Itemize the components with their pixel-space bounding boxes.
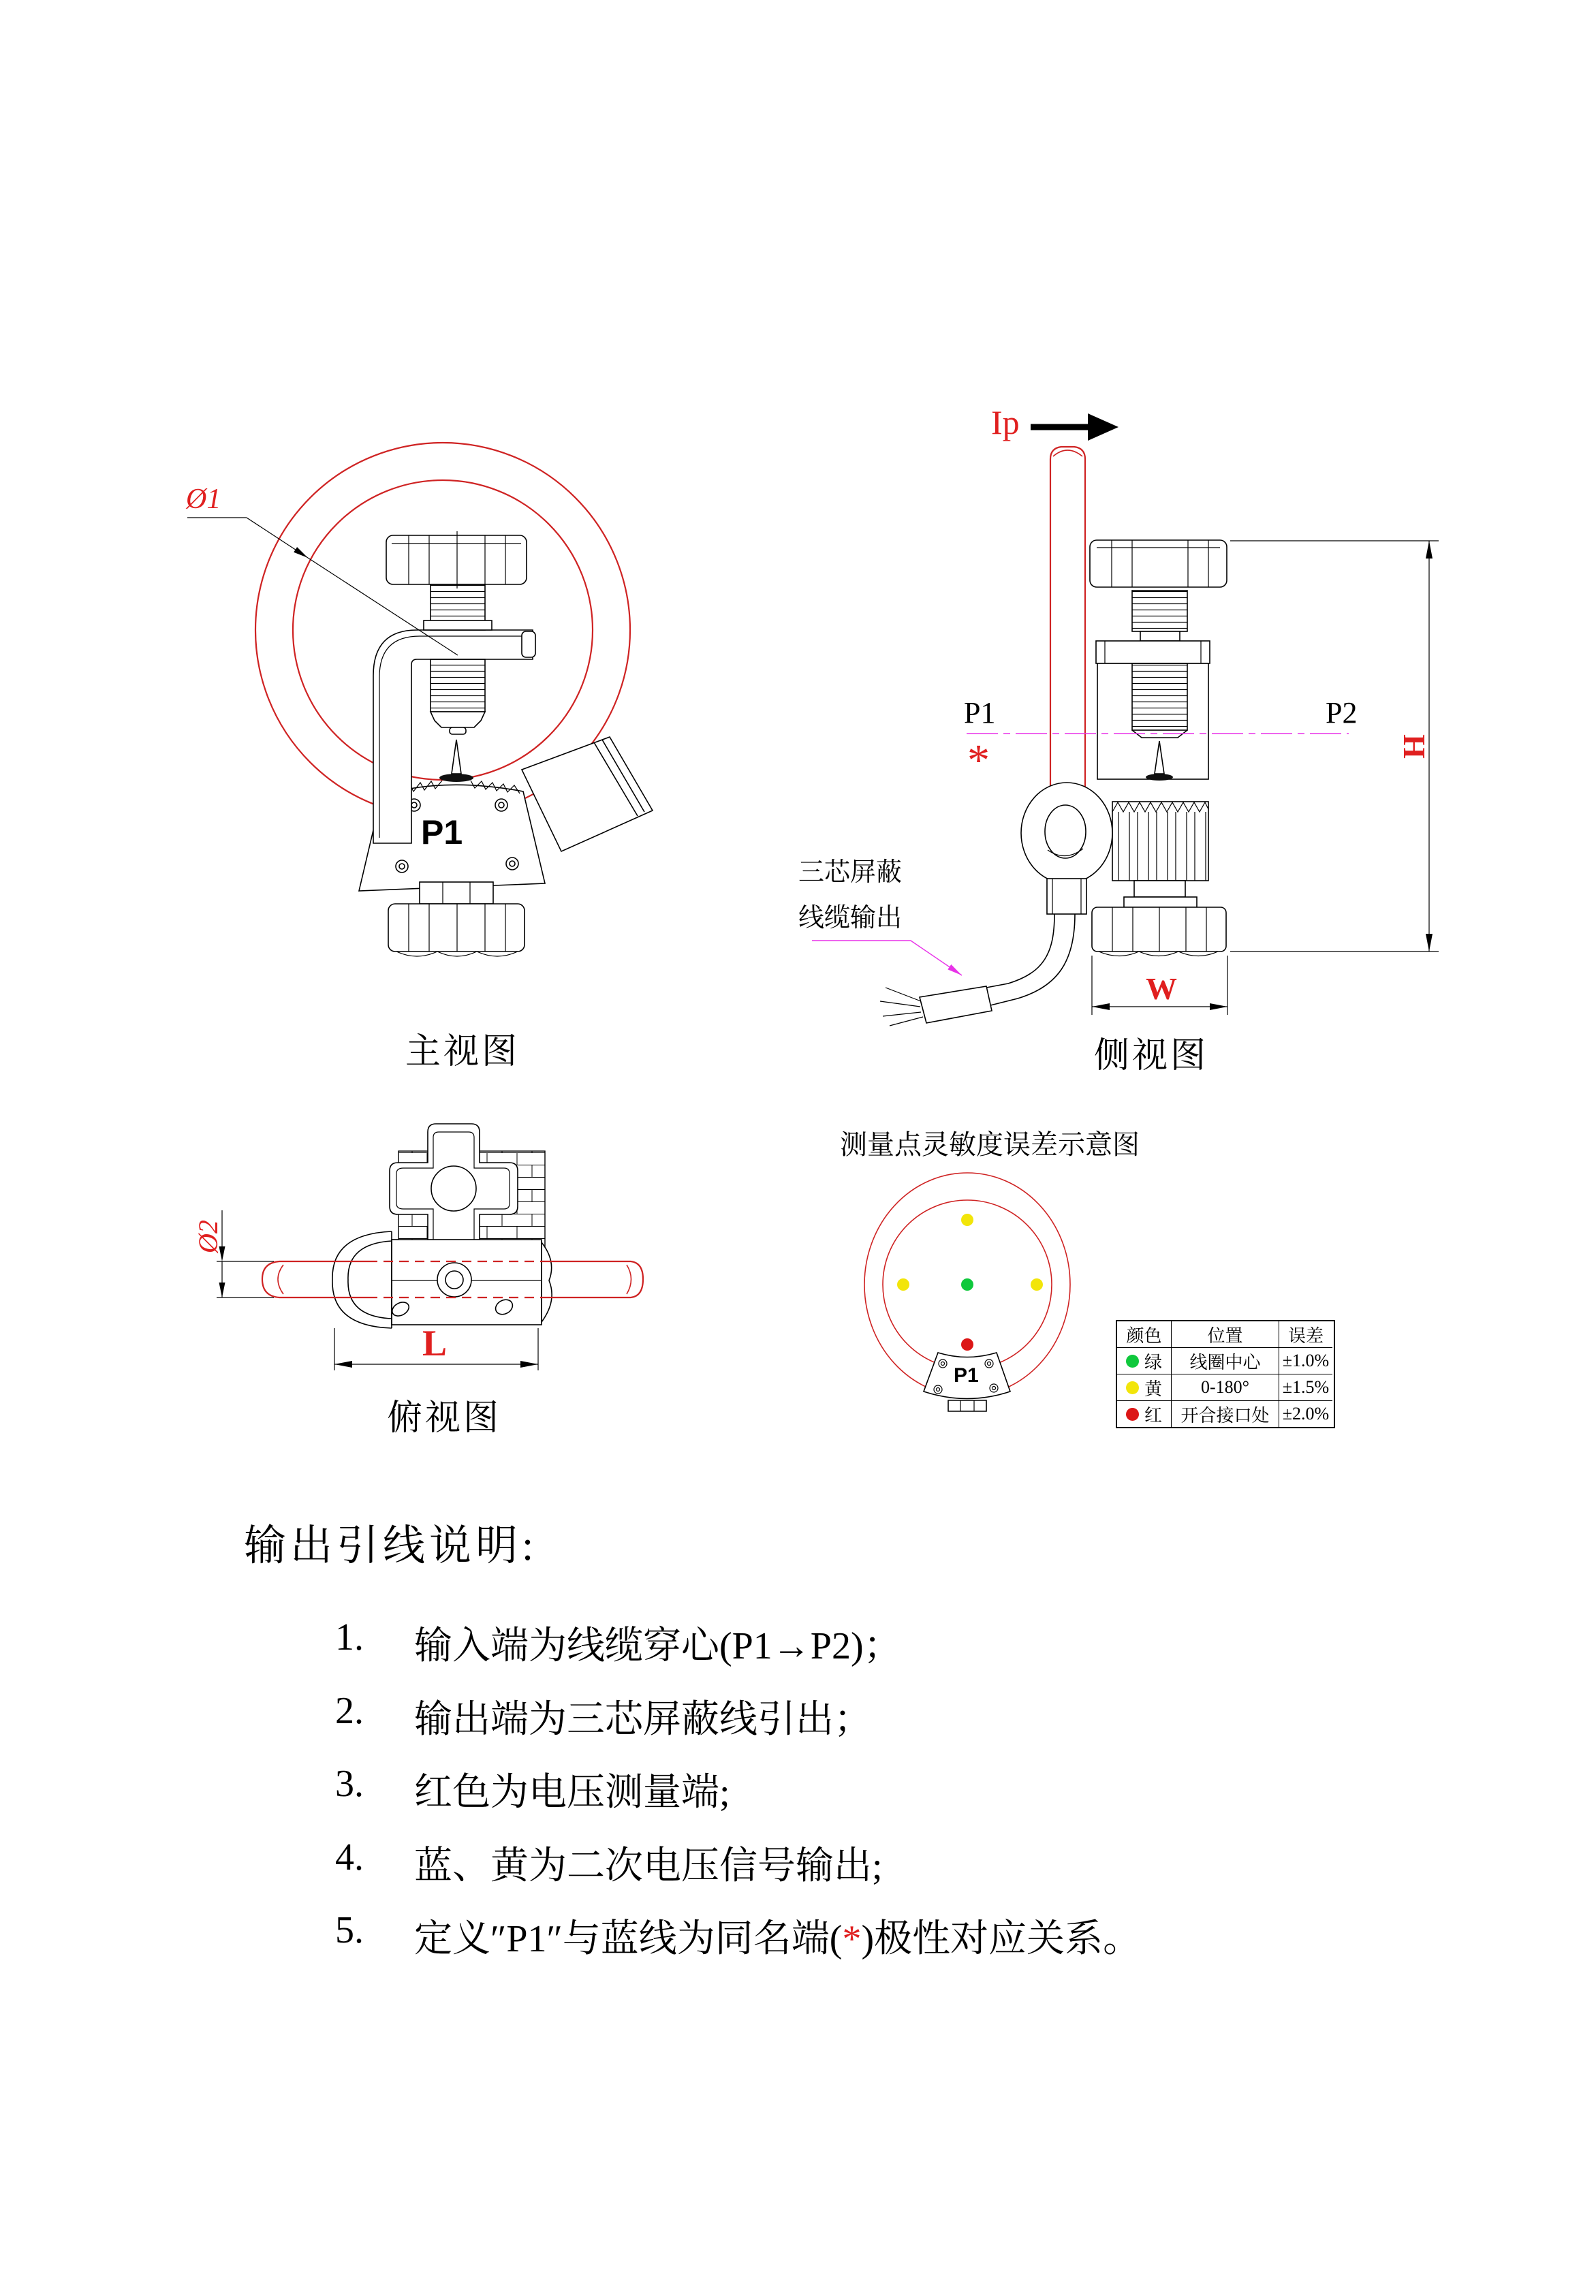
top-collar <box>332 1231 392 1328</box>
table-row-yellow-error: ±1.5% <box>1279 1374 1332 1401</box>
sensitivity-title: 测量点灵敏度误差示意图 <box>840 1130 1140 1160</box>
side-output-cable <box>990 914 1075 1005</box>
sens-dot-left-yellow <box>897 1278 909 1291</box>
top-center-boss <box>437 1263 471 1297</box>
table-row-green-error: ±1.0% <box>1279 1348 1332 1374</box>
note-item-4: 4. 蓝、黄为二次电压信号输出; <box>335 1836 883 1887</box>
notes-title: 输出引线说明: <box>244 1523 538 1569</box>
red-dot-icon <box>1126 1408 1139 1421</box>
front-view-title: 主视图 <box>405 1033 520 1071</box>
side-p2-label: P2 <box>1326 696 1358 729</box>
table-header-position: 位置 <box>1172 1321 1279 1348</box>
front-wedge-side-block <box>522 737 653 851</box>
ip-arrow-head <box>1088 413 1118 441</box>
top-view-title: 俯视图 <box>387 1399 502 1438</box>
sens-dot-center-green <box>961 1278 973 1291</box>
front-dia-leader <box>247 518 308 558</box>
table-header-color: 颜色 <box>1117 1321 1172 1348</box>
polarity-asterisk: * <box>967 736 990 785</box>
front-lower-thread <box>431 659 485 712</box>
side-cable-gland <box>1047 879 1086 914</box>
table-row-yellow-position: 0-180° <box>1172 1374 1279 1401</box>
side-lower-thread <box>1132 663 1187 730</box>
width-label: W <box>1146 971 1177 1006</box>
cable-note-line1: 三芯屏蔽 <box>798 858 903 887</box>
front-needle <box>452 740 461 774</box>
table-row-green-position: 线圈中心 <box>1172 1348 1279 1374</box>
table-row-green-color: 绿 <box>1117 1348 1172 1374</box>
side-p1-label: P1 <box>964 696 996 729</box>
side-upper-thread <box>1132 591 1187 631</box>
length-label: L <box>422 1323 448 1364</box>
table-header-error: 误差 <box>1279 1321 1332 1348</box>
ip-label: Ip <box>991 403 1020 441</box>
side-cable-strands <box>880 988 923 1026</box>
note-item-5: 5. 定义″P1″与蓝线为同名端(*)极性对应关系。 <box>335 1909 1142 1960</box>
cable-note-line2: 线缆输出 <box>798 904 903 932</box>
green-dot-icon <box>1126 1355 1139 1368</box>
front-view-drawing <box>187 443 653 956</box>
front-p1-label: P1 <box>421 813 463 851</box>
height-label: H <box>1396 734 1431 759</box>
note5-red-asterisk: * <box>842 1918 862 1960</box>
top-dia-label: Ø2 <box>193 1220 223 1253</box>
side-top-knob <box>1090 540 1227 587</box>
note-item-3: 3. 红色为电压测量端; <box>335 1763 730 1814</box>
sens-p1-label: P1 <box>954 1364 979 1387</box>
note-item-2: 2. 输出端为三芯屏蔽线引出； <box>335 1690 872 1741</box>
table-row-yellow-color: 黄 <box>1117 1374 1172 1401</box>
sens-dot-top-yellow <box>961 1214 973 1226</box>
table-row-red-position: 开合接口处 <box>1172 1401 1279 1427</box>
side-primary-conductor <box>1050 447 1085 824</box>
table-row-red-color: 红 <box>1117 1401 1172 1427</box>
front-dia-label: Ø1 <box>186 484 221 515</box>
cable-note-leader <box>812 941 962 975</box>
sensitivity-table <box>1116 1320 1335 1428</box>
side-view-title: 侧视图 <box>1094 1037 1209 1075</box>
note-item-1: 1. 输入端为线缆穿心(P1→P2)； <box>335 1616 902 1667</box>
table-row-red-error: ±2.0% <box>1282 1404 1330 1424</box>
yellow-dot-icon <box>1126 1381 1139 1394</box>
front-hex-stem <box>420 882 493 904</box>
sens-dot-right-yellow <box>1031 1278 1043 1291</box>
sens-dot-bottom-red <box>961 1338 973 1351</box>
